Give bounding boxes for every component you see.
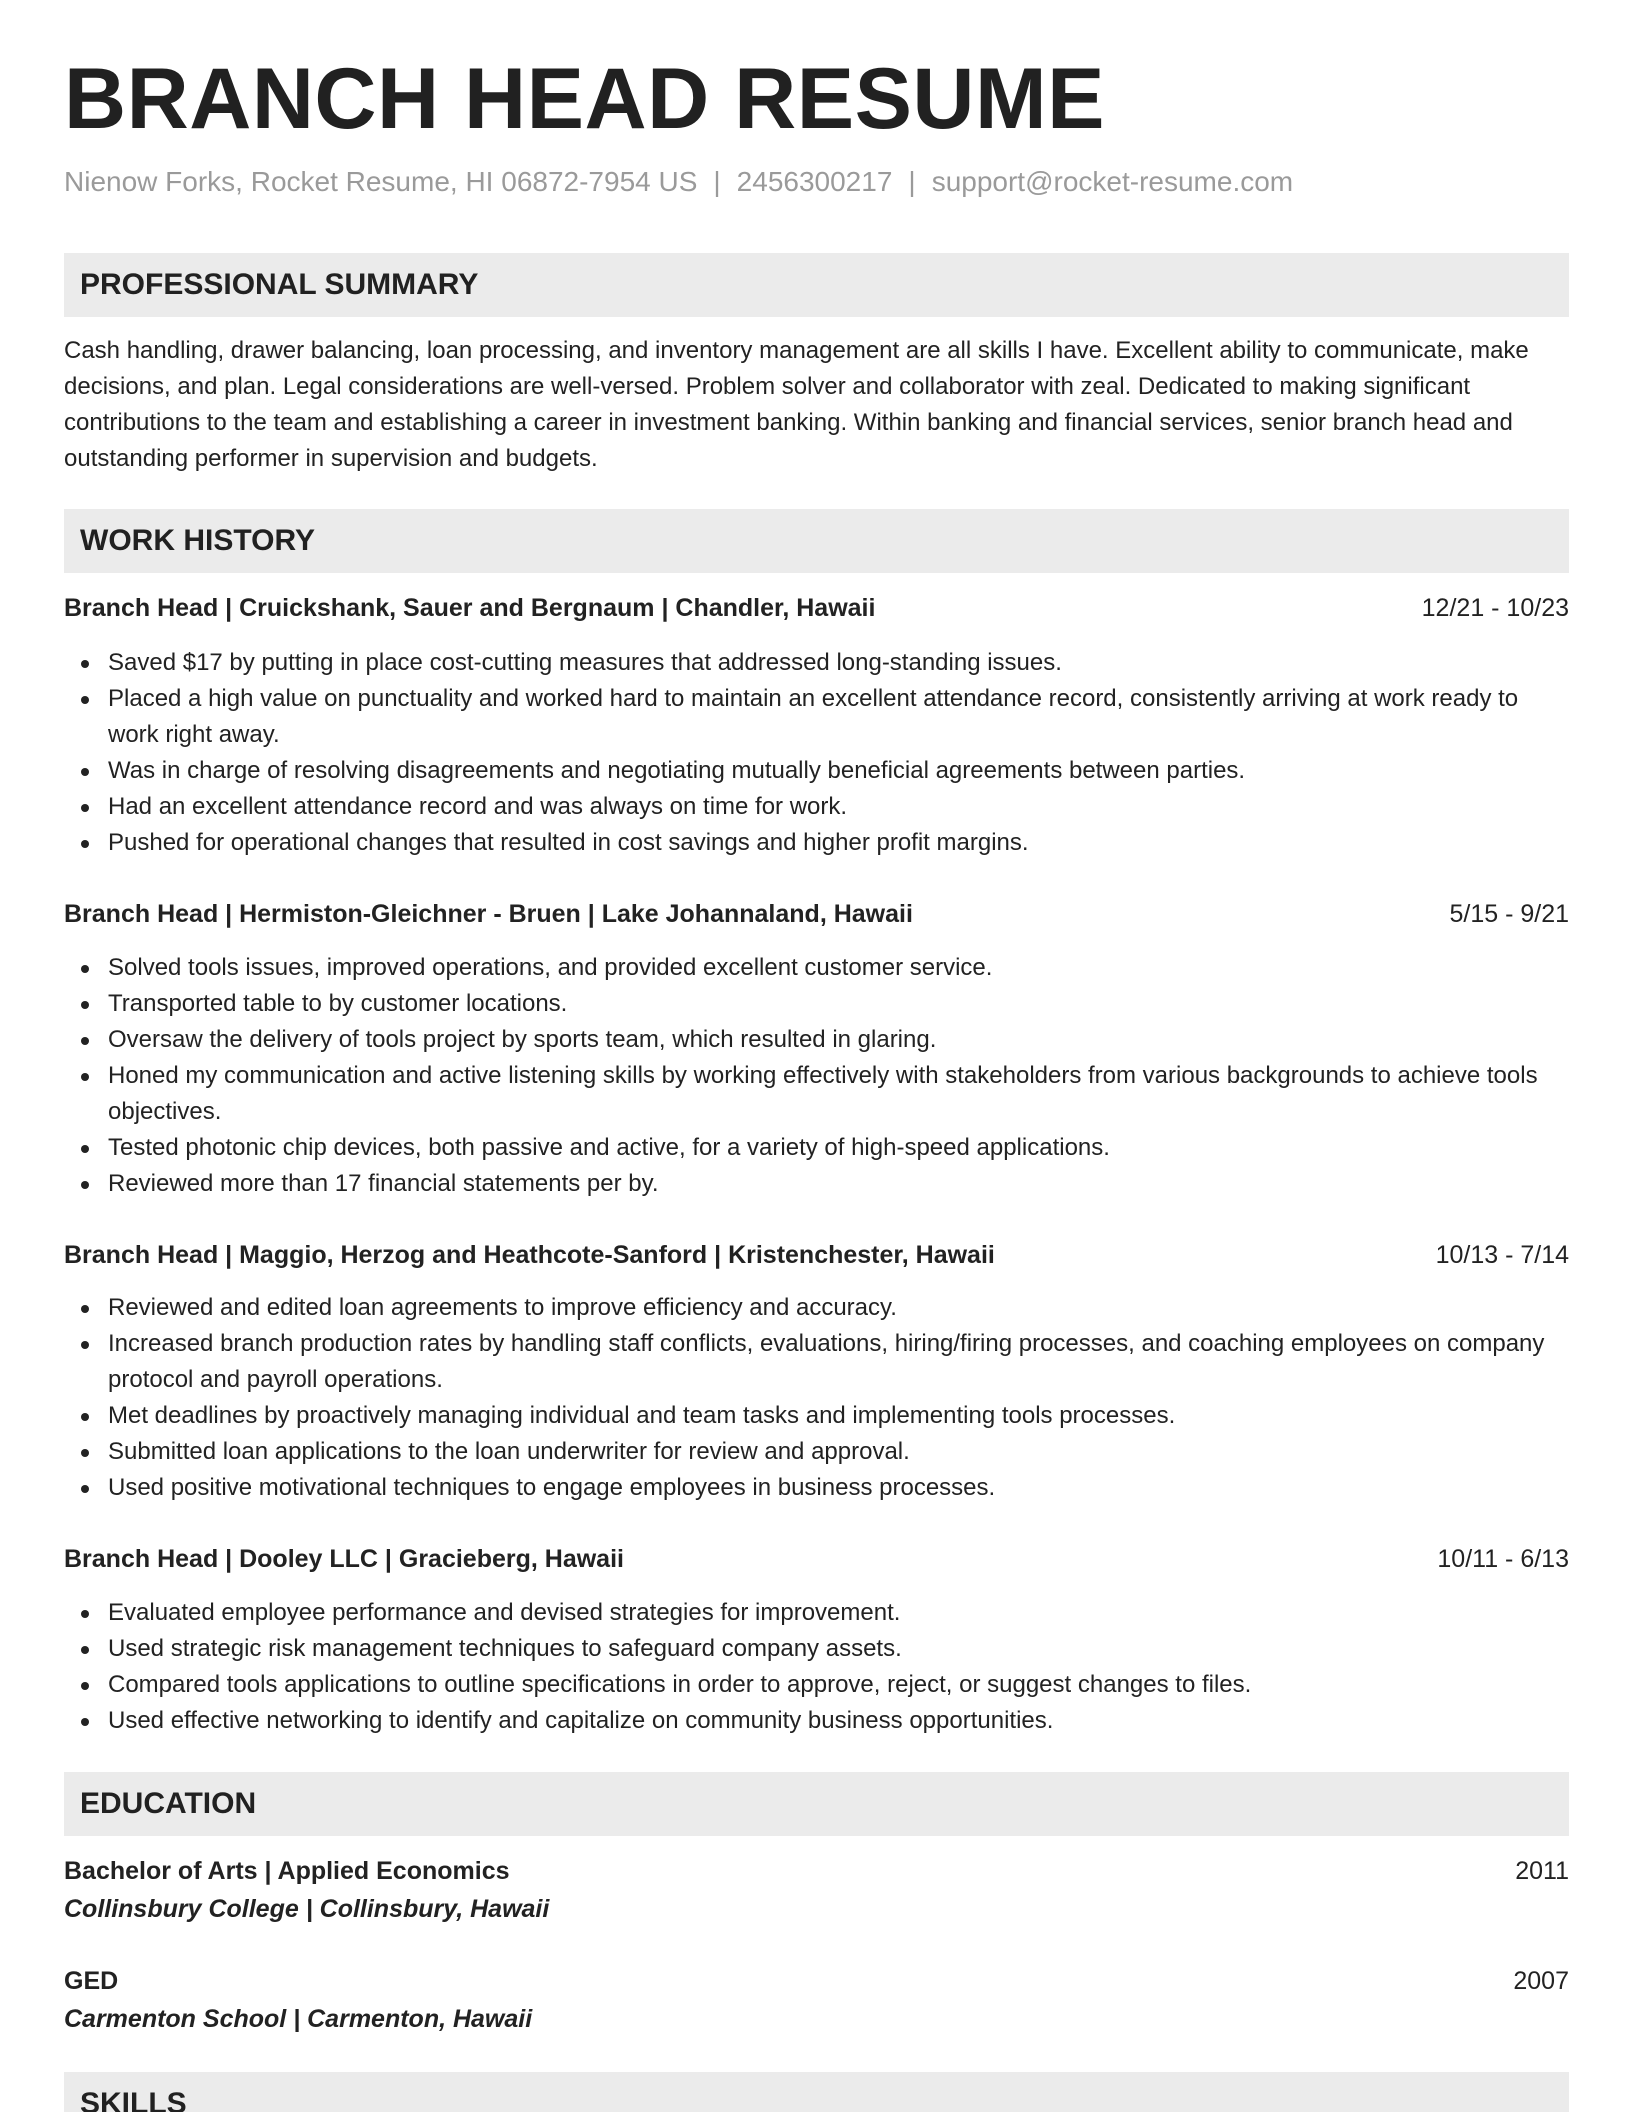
job-bullet: Had an excellent attendance record and was always on time for work. [64,789,1569,825]
job-bullets [64,1595,1569,1739]
job-header [64,590,1569,626]
work-history-section-header [64,509,1569,573]
job-bullet: Transported table to by customer locations. [64,986,1569,1022]
job-bullets [64,1290,1569,1506]
section-title: EDUCATION [80,1787,257,1820]
job-bullet: Evaluated employee performance and devised strategies for improvement. [64,1595,1569,1631]
job-bullet: Saved $17 by putting in place cost-cutting measures that addressed long-standing issues. [64,645,1569,681]
job-bullet: Oversaw the delivery of tools project by sports team, which resulted in glaring. [64,1022,1569,1058]
professional-summary: Cash handling, drawer balancing, loan processing, and inventory management are all skills I have. Excellent ability to communicate, make decisions, and plan. Legal considerations are well-versed. Problem solver and collaborator with zeal. Dedicated to making significant contributions to the team and establishing a career in investment banking. Within banking and financial services, senior branch head and outstanding performer in supervision and budgets. [64,337,1529,472]
job-header [64,896,1569,932]
contact-separator: | [713,166,721,197]
job-bullet: Compared tools applications to outline specifications in order to approve, reject, or suggest changes to files. [64,1667,1569,1703]
summary-section-header [64,253,1569,317]
education-school: Carmenton School | Carmenton, Hawaii [64,2005,533,2033]
contact-separator: | [908,166,916,197]
job-bullets [64,645,1569,861]
resume-title: BRANCH HEAD RESUME [64,51,1106,147]
section-title: SKILLS [80,2087,187,2112]
job-bullet: Submitted loan applications to the loan underwriter for review and approval. [64,1434,1569,1470]
job-title: Branch Head | Dooley LLC | Gracieberg, Hawaii [64,1545,624,1573]
job-bullet: Met deadlines by proactively managing individual and team tasks and implementing tools processes. [64,1398,1569,1434]
job-bullet: Used strategic risk management techniques to safeguard company assets. [64,1631,1569,1667]
job-bullet: Reviewed and edited loan agreements to improve efficiency and accuracy. [64,1290,1569,1326]
job-title: Branch Head | Hermiston-Gleichner - Bruen | Lake Johannaland, Hawaii [64,900,913,928]
job-dates: 12/21 - 10/23 [1421,594,1569,622]
job-bullet: Solved tools issues, improved operations, and provided excellent customer service. [64,950,1569,986]
job-bullet: Tested photonic chip devices, both passive and active, for a variety of high-speed applications. [64,1130,1569,1166]
job-bullet: Used positive motivational techniques to engage employees in business processes. [64,1470,1569,1506]
job-title: Branch Head | Cruickshank, Sauer and Bergnaum | Chandler, Hawaii [64,594,876,622]
contact-phone: 2456300217 [736,166,893,197]
job-bullet: Honed my communication and active listening skills by working effectively with stakeholders from various backgrounds to achieve tools objectives. [64,1058,1569,1130]
job-bullet: Pushed for operational changes that resulted in cost savings and higher profit margins. [64,825,1569,861]
contact-address: Nienow Forks, Rocket Resume, HI 06872-7954 US [64,166,698,197]
contact-email: support@rocket-resume.com [931,166,1294,197]
education-degree: Bachelor of Arts | Applied Economics [64,1857,510,1885]
job-title: Branch Head | Maggio, Herzog and Heathcote-Sanford | Kristenchester, Hawaii [64,1241,995,1269]
job-dates: 10/11 - 6/13 [1437,1545,1569,1573]
education-section-header [64,1772,1569,1836]
section-title: PROFESSIONAL SUMMARY [80,268,479,301]
job-header [64,1541,1569,1577]
job-bullet: Reviewed more than 17 financial statements per by. [64,1166,1569,1202]
job-dates: 5/15 - 9/21 [1449,900,1569,928]
job-bullets [64,950,1569,1202]
job-bullet: Used effective networking to identify and capitalize on community business opportunities. [64,1703,1569,1739]
skills-section-header [64,2072,1569,2112]
job-bullet: Placed a high value on punctuality and worked hard to maintain an excellent attendance record, consistently arriving at work ready to work right away. [64,681,1569,753]
job-bullet: Was in charge of resolving disagreements and negotiating mutually beneficial agreements between parties. [64,753,1569,789]
education-year: 2007 [1513,1967,1569,1995]
job-dates: 10/13 - 7/14 [1435,1241,1569,1269]
contact-line [64,166,1293,198]
job-bullet: Increased branch production rates by handling staff conflicts, evaluations, hiring/firing processes, and coaching employees on company protocol and payroll operations. [64,1326,1569,1398]
education-degree: GED [64,1967,119,1995]
education-school: Collinsbury College | Collinsbury, Hawaii [64,1895,550,1923]
section-title: WORK HISTORY [80,524,316,557]
job-header [64,1237,1569,1273]
education-year: 2011 [1515,1857,1569,1885]
